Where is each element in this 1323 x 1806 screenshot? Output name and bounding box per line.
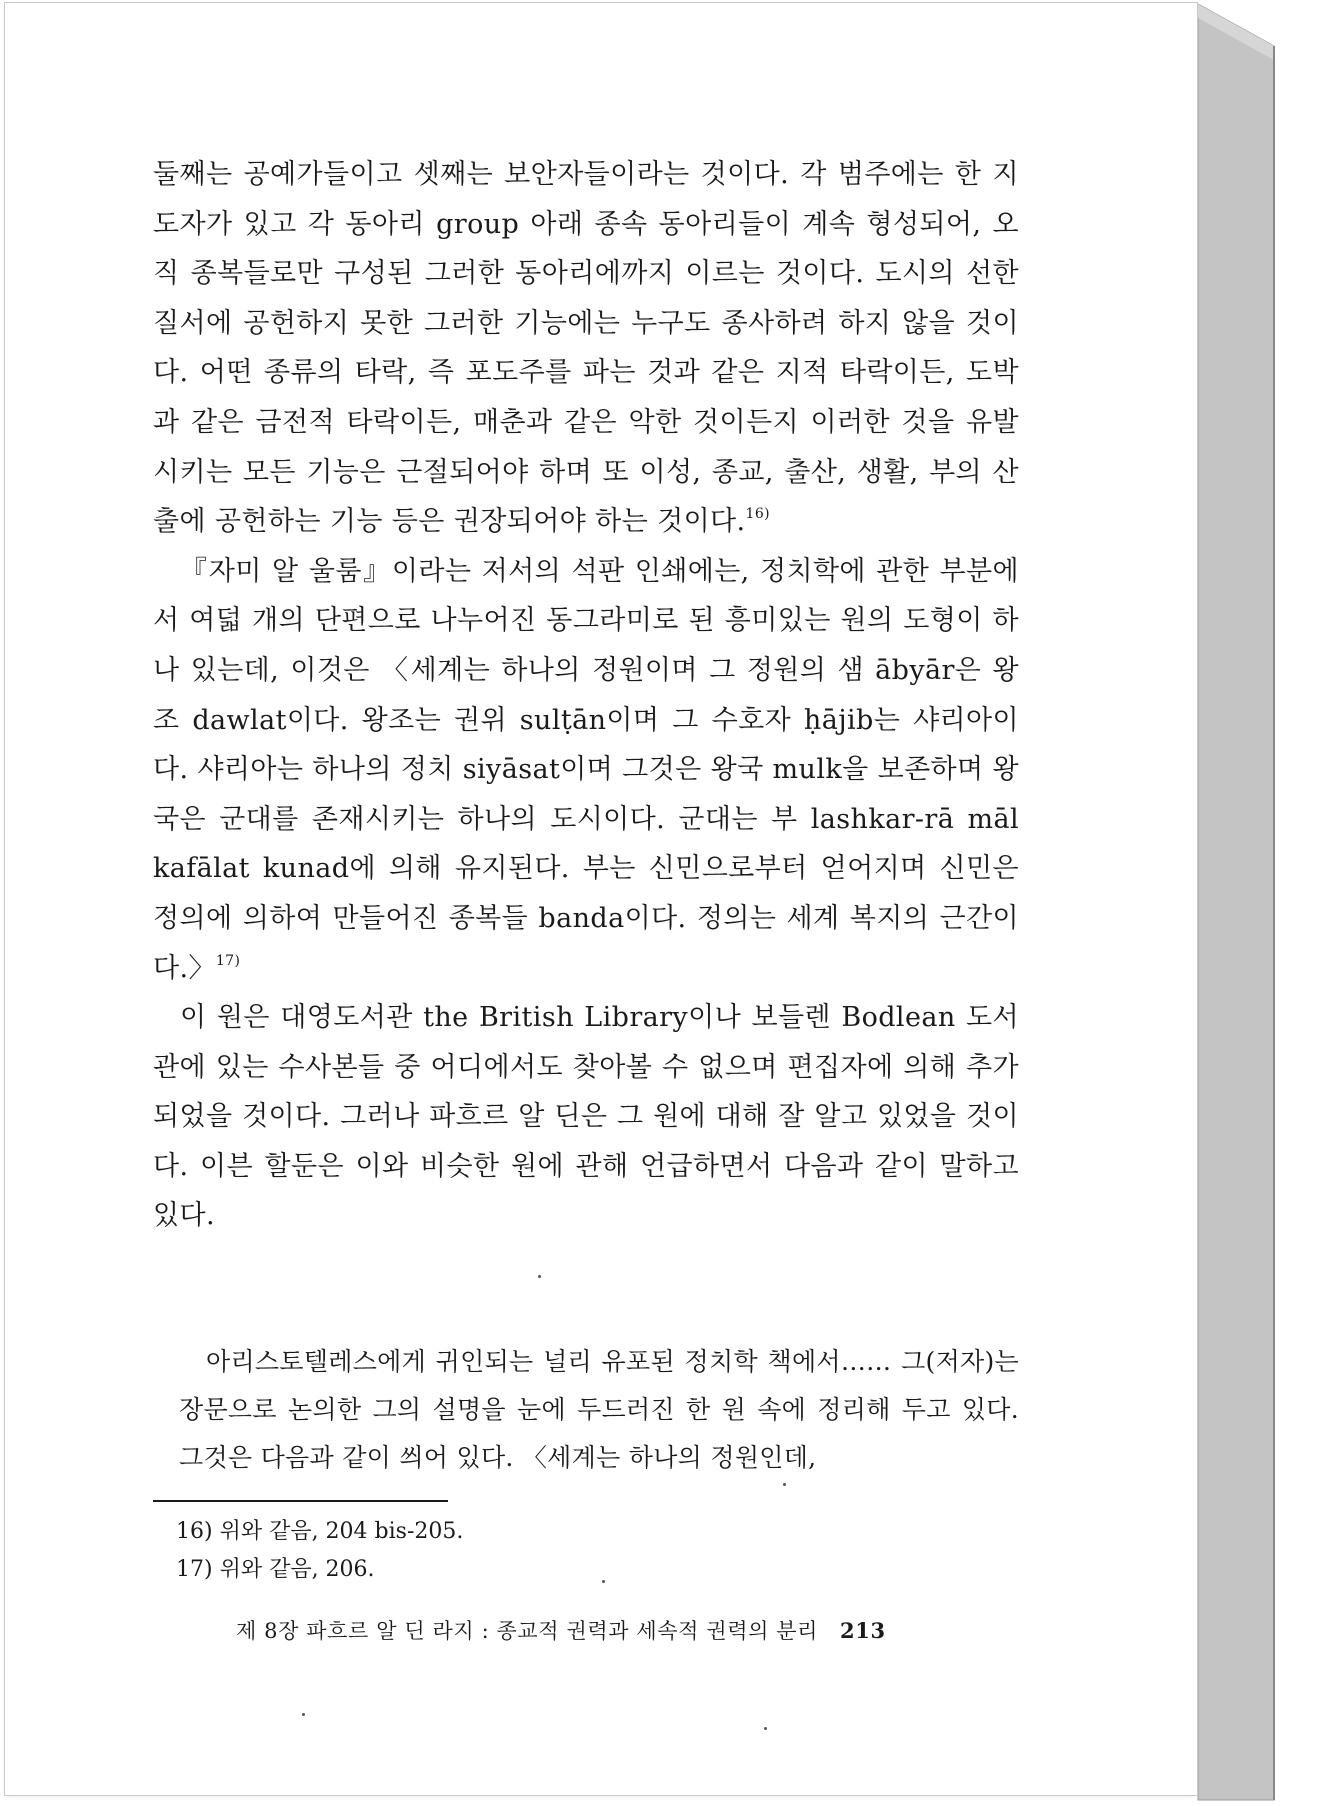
paragraph-1-text: 둘째는 공예가들이고 셋째는 보안자들이라는 것이다. 각 범주에는 한 지도자가 있고 각 동아리 group 아래 종속 동아리들이 계속 형성되어, 오직 종복들로만 구성된 그러한 동아리에까지 이르는 것이다. 도시의 선한 질서에 공헌하지 못한 그러한 기능에는 누구도 종사하려 하지 않을 것이다. 어떤 종류의 타락, 즉 포도주를 파는 것과 같은 지적 타락이든, 도박과 같은 금전적 타락이든, 매춘과 같은 악한 것이든지 이러한 것을 유발시키는 모든 기능은 근절되어야 하며 또 이성, 종교, 출산, 생활, 부의 산출에 공헌하는 기능 등은 권장되어야 하는 것이다. <box>153 159 1019 538</box>
footnote-divider <box>153 1500 448 1502</box>
paragraph-2-text: 『자미 알 울룸』이라는 저서의 석판 인쇄에는, 정치학에 관한 부분에서 여덟 개의 단편으로 나누어진 동그라미로 된 흥미있는 원의 도형이 하나 있는데, 이것은 〈세계는 하나의 정원이며 그 정원의 샘 ābyār은 왕조 dawlat이다. 왕조는 권위 sulṭān이며 그 수호자 ḥājib는 샤리아이다. 샤리아는 하나의 정치 siyāsat이며 그것은 왕국 mulk을 보존하며 왕국은 군대를 존재시키는 하나의 도시이다. 군대는 부 lashkar-rā māl kafālat kunad에 의해 유지된다. 부는 신민으로부터 얻어지며 신민은 정의에 의하여 만들어진 종복들 banda이다. 정의는 세계 복지의 근간이다.〉 <box>153 555 1019 984</box>
body-text <box>153 150 1019 1241</box>
paragraph-2 <box>153 547 1019 993</box>
scan-speck <box>302 1713 305 1716</box>
paragraph-3: 이 원은 대영도서관 the British Library이나 보들렌 Bodlean 도서관에 있는 수사본들 중 어디에서도 찾아볼 수 없으며 편집자에 의해 추가되었을 것이다. 그러나 파흐르 알 딘은 그 원에 대해 잘 알고 있었을 것이다. 이븐 할둔은 이와 비슷한 원에 관해 언급하면서 다음과 같이 말하고 있다. <box>153 1002 1019 1232</box>
scan-speck <box>783 1483 786 1486</box>
running-title: 제 8장 파흐르 알 딘 라지 : 종교적 권력과 세속적 권력의 분리 <box>236 1619 819 1643</box>
paragraph-1 <box>153 150 1019 547</box>
footnote-17: 17) 위와 같음, 206. <box>176 1557 375 1582</box>
footnote-16: 16) 위와 같음, 204 bis-205. <box>176 1519 464 1544</box>
scan-speck <box>764 1727 767 1730</box>
block-quote-text: 아리스토텔레스에게 귀인되는 널리 유포된 정치학 책에서…… 그(저자)는 장문으로 논의한 그의 설명을 눈에 두드러진 한 원 속에 정리해 두고 있다. 그것은 다음과 같이 씌어 있다. 〈세계는 하나의 정원인데, <box>179 1347 1019 1472</box>
scan-speck <box>538 1275 541 1278</box>
page-number: 213 <box>840 1618 886 1643</box>
footnote-ref-16: 16) <box>745 506 771 523</box>
footnote-ref-17: 17) <box>215 952 241 969</box>
block-quote <box>179 1338 1019 1482</box>
footnotes <box>176 1513 876 1589</box>
running-footer <box>236 1616 996 1646</box>
scan-speck <box>602 1580 605 1583</box>
